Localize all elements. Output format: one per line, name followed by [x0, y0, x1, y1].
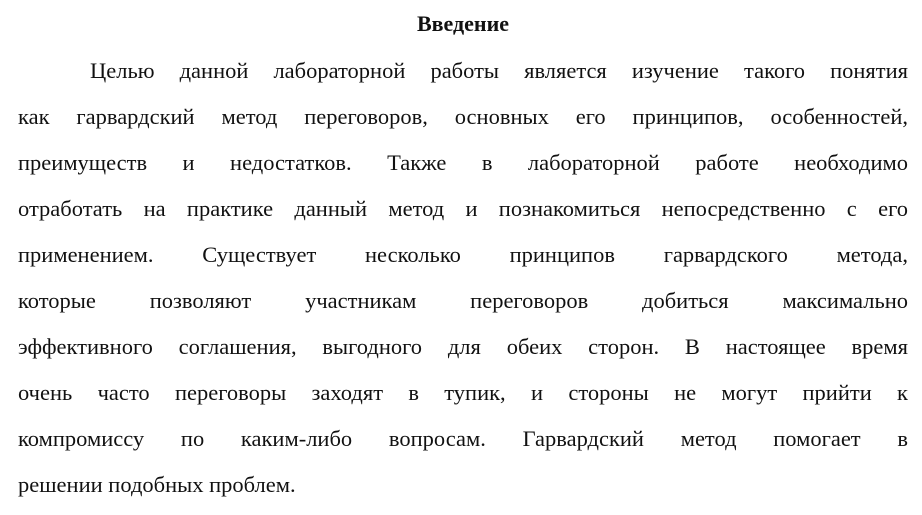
paragraph-line-2: как гарвардский метод переговоров, основных его принципов, особенностей, [18, 104, 908, 129]
paragraph-line-3: преимуществ и недостатков. Также в лабораторной работе необходимо [18, 150, 908, 175]
paragraph-line-1: Целью данной лабораторной работы является изучение такого понятия [90, 58, 908, 83]
paragraph-line-6: которые позволяют участникам переговоров добиться максимально [18, 288, 908, 313]
paragraph-line-9: компромиссу по каким-либо вопросам. Гарвардский метод помогает в [18, 426, 908, 451]
paragraph-line-8: очень часто переговоры заходят в тупик, и стороны не могут прийти к [18, 380, 908, 405]
paragraph-line-7: эффективного соглашения, выгодного для обеих сторон. В настоящее время [18, 334, 908, 359]
paragraph-line-5: применением. Существует несколько принципов гарвардского метода, [18, 242, 908, 267]
section-heading: Введение [416, 11, 510, 36]
paragraph-line-10: решении подобных проблем. [18, 472, 296, 497]
paragraph-line-4: отработать на практике данный метод и познакомиться непосредственно с его [18, 196, 908, 221]
